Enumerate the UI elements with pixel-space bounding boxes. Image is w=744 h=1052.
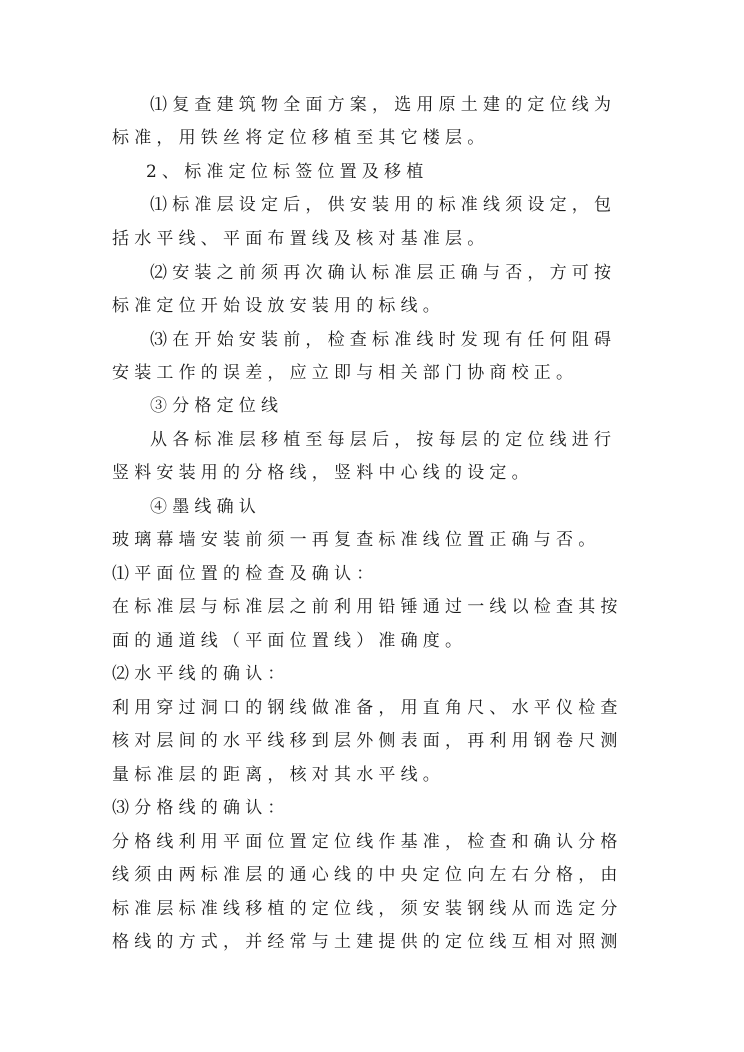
subsection-heading: ⑵水平线的确认： [112, 664, 290, 684]
paragraph-line: ⑴标准层设定后，供安装用的标准线须设定，包 [150, 195, 617, 215]
paragraph-line: 量标准层的距离，核对其水平线。 [112, 765, 445, 785]
paragraph-line: 括水平线、平面布置线及核对基准层。 [112, 229, 490, 249]
section-heading: 2、标准定位标签位置及移植 [146, 162, 429, 182]
paragraph-line: 线须由两标准层的通心线的中央定位向左右分格，由 [112, 865, 623, 885]
paragraph-line: 安装工作的误差，应立即与相关部门协商校正。 [112, 363, 579, 383]
paragraph-line: 分格线利用平面位置定位线作基准，检查和确认分格 [112, 832, 623, 852]
subsection-heading: ④墨线确认 [150, 497, 261, 517]
paragraph-line: 玻璃幕墙安装前须一再复查标准线位置正确与否。 [112, 530, 601, 550]
subsection-heading: ⑴平面位置的检查及确认： [112, 564, 379, 584]
subsection-heading: ⑶分格线的确认： [112, 798, 290, 818]
paragraph-line: ⑵安装之前须再次确认标准层正确与否，方可按 [150, 263, 617, 283]
paragraph-line: 从各标准层移植至每层后，按每层的定位线进行 [150, 430, 617, 450]
paragraph-line: 核对层间的水平线移到层外侧表面，再利用钢卷尺测 [112, 731, 623, 751]
paragraph-line: 标准，用铁丝将定位移植至其它楼层。 [112, 128, 490, 148]
paragraph-line: 格线的方式，并经常与土建提供的定位线互相对照测 [112, 932, 623, 952]
paragraph-line: ⑶在开始安装前，检查标准线时发现有任何阻碍 [150, 330, 617, 350]
paragraph-line: 面的通道线（平面位置线）准确度。 [112, 631, 468, 651]
paragraph-line: 竖料安装用的分格线，竖料中心线的设定。 [112, 463, 534, 483]
paragraph-line: 在标准层与标准层之前利用铅锤通过一线以检查其按 [112, 597, 623, 617]
subsection-heading: ③分格定位线 [150, 396, 284, 416]
paragraph-line: 标准定位开始设放安装用的标线。 [112, 296, 445, 316]
paragraph-line: 标准层标准线移植的定位线，须安装钢线从而选定分 [112, 899, 623, 919]
paragraph-line: 利用穿过洞口的钢线做准备，用直角尺、水平仪检查 [112, 698, 623, 718]
paragraph-line: ⑴复查建筑物全面方案，选用原土建的定位线为 [150, 95, 617, 115]
